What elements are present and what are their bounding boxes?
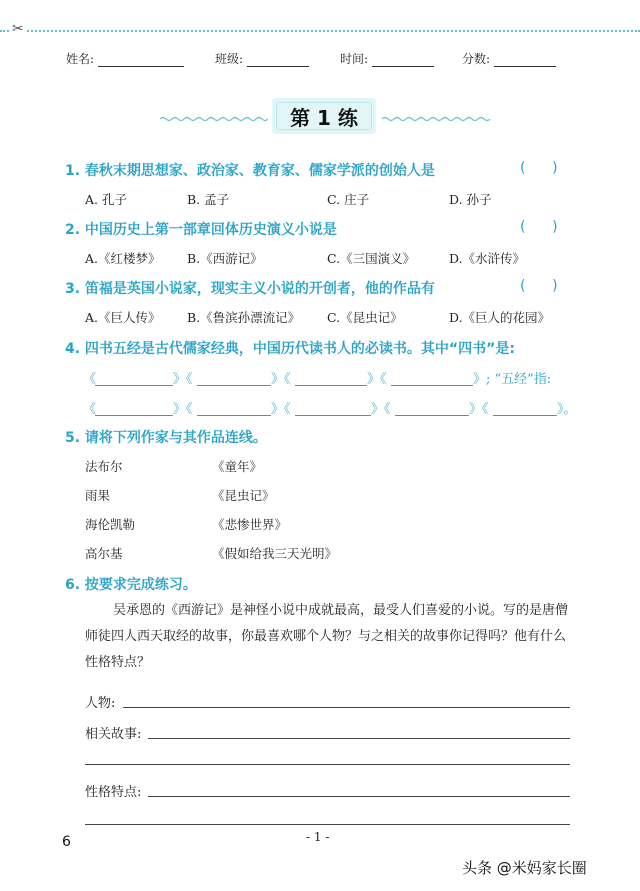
bracket: 》《 <box>271 402 291 417</box>
wave-decoration-left <box>160 116 268 122</box>
option-b: B. 孟子 <box>187 192 230 207</box>
time-blank[interactable] <box>372 52 434 67</box>
story-answer-line[interactable] <box>85 764 570 765</box>
bracket: 》《 <box>371 402 391 417</box>
student-info-header <box>0 50 640 70</box>
wave-decoration-right <box>382 116 490 122</box>
question-3-text: 3. 笛福是英国小说家，现实主义小说的开创者，他的作品有 <box>65 281 435 297</box>
story-label: 相关故事: <box>85 727 142 742</box>
question-4-wujing-row <box>83 398 583 418</box>
bracket: 》《 <box>469 402 489 417</box>
bracket: 《 <box>83 402 97 417</box>
lesson-title-banner <box>160 98 490 134</box>
wujing-label: 》; “五经”指: <box>473 372 552 387</box>
bracket: 》《 <box>173 402 193 417</box>
question-6-passage <box>85 598 575 676</box>
question-4-sishu-row <box>83 368 563 388</box>
bracket: 》《 <box>271 372 291 387</box>
option-a: A. 孔子 <box>85 192 127 207</box>
option-d: D.《巨人的花园》 <box>449 310 551 325</box>
question-5-text: 5. 请将下列作家与其作品连线。 <box>65 430 267 446</box>
author-item[interactable]: 雨果 <box>85 488 111 503</box>
work-item[interactable]: 《昆虫记》 <box>212 488 275 503</box>
option-c: C. 庄子 <box>327 192 370 207</box>
passage-line: 性格特点？ <box>85 655 151 670</box>
answer-blank[interactable] <box>395 415 469 416</box>
passage-line: 师徒四人西天取经的故事，你最喜欢哪个人物？与之相关的故事你记得吗？他有什么 <box>85 629 567 644</box>
bracket: 》。 <box>557 402 577 417</box>
work-item[interactable]: 《童年》 <box>212 459 263 474</box>
name-label: 姓名: <box>66 52 95 66</box>
author-item[interactable]: 高尔基 <box>85 546 123 561</box>
option-b: B.《鲁滨孙漂流记》 <box>187 310 301 325</box>
option-b: B.《西游记》 <box>187 251 263 266</box>
author-item[interactable]: 海伦凯勒 <box>85 517 136 532</box>
side-number: 6 <box>62 834 71 850</box>
page-number: - 1 - <box>306 830 330 844</box>
trait-answer-line[interactable] <box>148 796 570 797</box>
answer-blank[interactable] <box>295 415 371 416</box>
class-label: 班级: <box>215 52 244 66</box>
scissors-icon: ✂ <box>12 21 24 37</box>
person-label: 人物: <box>85 696 116 711</box>
trait-answer-line[interactable] <box>85 824 570 825</box>
question-6-text: 6. 按要求完成练习。 <box>65 577 197 593</box>
option-c: C.《昆虫记》 <box>327 310 403 325</box>
question-3-answer[interactable]: ( ) <box>520 278 558 294</box>
score-blank[interactable] <box>494 52 556 67</box>
name-blank[interactable] <box>98 52 184 67</box>
trait-label: 性格特点: <box>85 785 142 800</box>
bracket: 》《 <box>173 372 193 387</box>
score-label: 分数: <box>462 52 491 66</box>
story-answer-line[interactable] <box>148 738 570 739</box>
answer-blank[interactable] <box>197 415 271 416</box>
work-item[interactable]: 《假如给我三天光明》 <box>212 546 338 561</box>
class-group <box>215 50 309 67</box>
name-group <box>66 50 184 67</box>
option-d: D. 孙子 <box>449 192 492 207</box>
answer-blank[interactable] <box>95 415 173 416</box>
answer-blank[interactable] <box>391 385 473 386</box>
author-item[interactable]: 法布尔 <box>85 459 123 474</box>
question-1-answer[interactable]: ( ) <box>520 160 558 176</box>
option-a: A.《红楼梦》 <box>85 251 161 266</box>
question-4-text: 4. 四书五经是古代儒家经典，中国历代读书人的必读书。其中“四书”是: <box>65 341 515 357</box>
work-item[interactable]: 《悲惨世界》 <box>212 517 288 532</box>
answer-blank[interactable] <box>197 385 271 386</box>
passage-line: 吴承恩的《西游记》是神怪小说中成就最高，最受人们喜爱的小说。写的是唐僧 <box>113 603 569 618</box>
option-d: D.《水浒传》 <box>449 251 526 266</box>
option-c: C.《三国演义》 <box>327 251 416 266</box>
time-group <box>340 50 434 67</box>
bracket: 》《 <box>367 372 387 387</box>
answer-blank[interactable] <box>493 415 557 416</box>
bracket: 《 <box>83 372 97 387</box>
question-2-answer[interactable]: ( ) <box>520 219 558 235</box>
person-answer-line[interactable] <box>123 707 570 708</box>
class-blank[interactable] <box>247 52 309 67</box>
watermark: 头条 @米妈家长圈 <box>462 859 587 877</box>
cut-line <box>0 30 640 32</box>
answer-blank[interactable] <box>95 385 173 386</box>
option-a: A.《巨人传》 <box>85 310 161 325</box>
lesson-title: 第 1 练 <box>272 98 376 134</box>
question-1-text: 1. 春秋末期思想家、政治家、教育家、儒家学派的创始人是 <box>65 163 435 179</box>
score-group <box>462 50 556 67</box>
answer-blank[interactable] <box>295 385 367 386</box>
question-2-text: 2. 中国历史上第一部章回体历史演义小说是 <box>65 222 337 238</box>
time-label: 时间: <box>340 52 369 66</box>
